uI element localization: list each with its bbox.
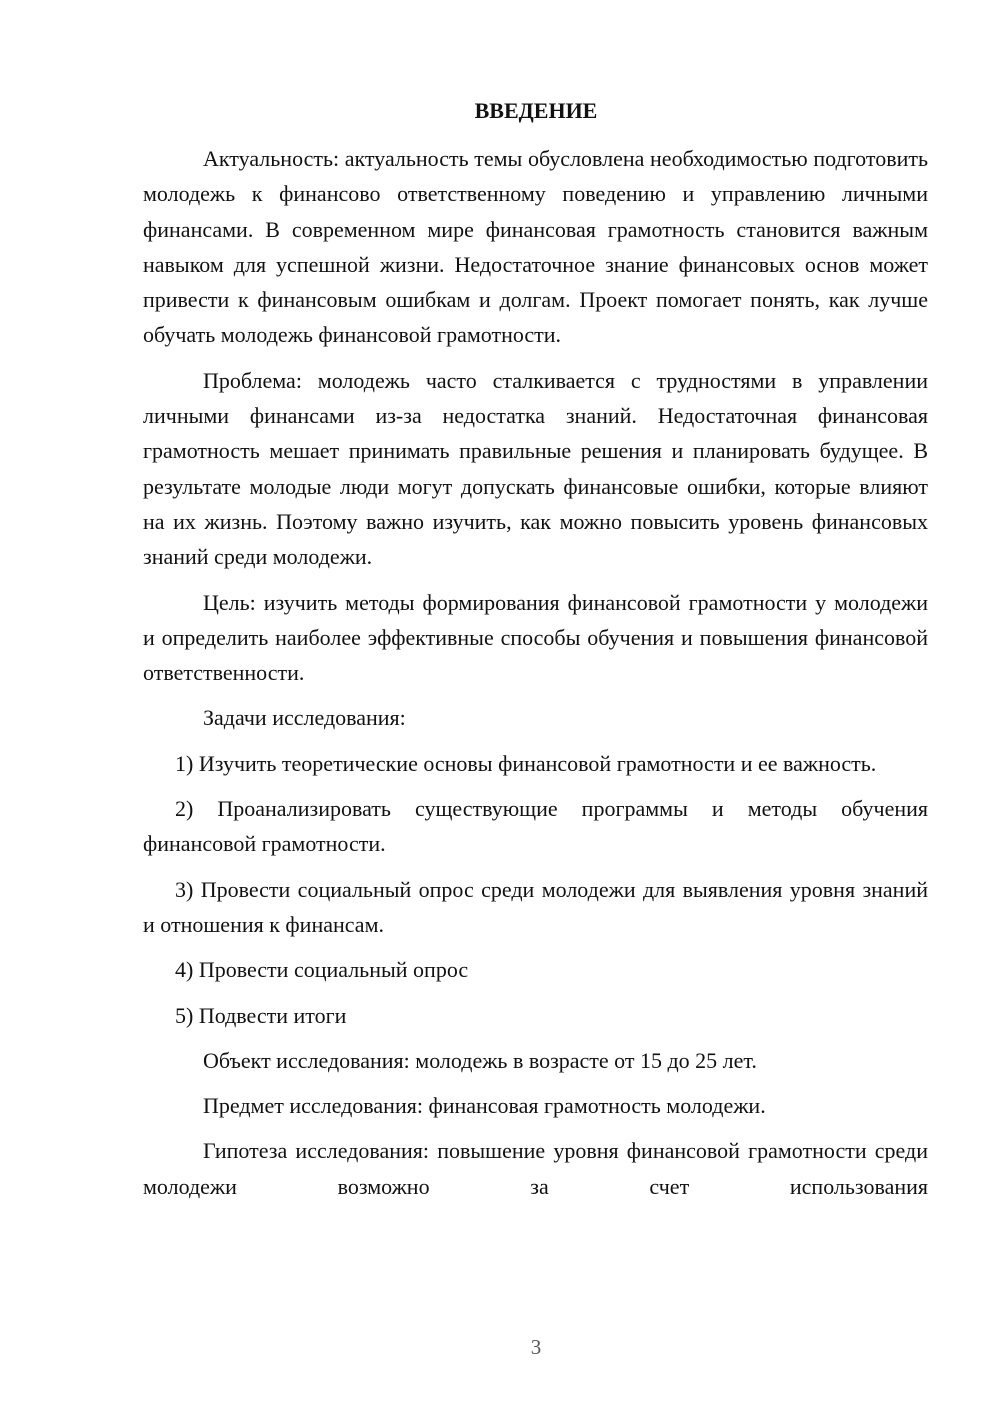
paragraph-hypothesis: Гипотеза исследования: повышение уровня финансовой грамотности среди молодежи возможно за счет использования	[143, 1138, 928, 1199]
document-body	[143, 141, 928, 1204]
task-item: 2) Проанализировать существующие программы и методы обучения финансовой грамотности.	[143, 796, 928, 857]
paragraph-subject: Предмет исследования: финансовая грамотность молодежи.	[203, 1093, 766, 1119]
paragraph-object: Объект исследования: молодежь в возрасте от 15 до 25 лет.	[203, 1047, 757, 1073]
paragraph-tasks-heading: Задачи исследования:	[203, 705, 406, 731]
paragraph-goal: Цель: изучить методы формирования финансовой грамотности у молодежи и определить наиболее эффективные способы обучения и повышения финансовой ответственности.	[143, 589, 928, 686]
paragraph-problem: Проблема: молодежь часто сталкивается с трудностями в управлении личными финансами из-за недостатка знаний. Недостаточная финансовая грамотность мешает принимать правильные решения и планировать будущее. В результате молодые люди могут допускать финансовые ошибки, которые влияют на их жизнь. Поэтому важно изучить, как можно повысить уровень финансовых знаний среди молодежи.	[143, 367, 928, 570]
task-item: 1) Изучить теоретические основы финансовой грамотности и ее важность.	[175, 750, 877, 776]
task-item: 4) Провести социальный опрос	[175, 957, 469, 983]
section-title: ВВЕДЕНИЕ	[474, 98, 598, 123]
task-item: 5) Подвести итоги	[175, 1002, 347, 1028]
paragraph-relevance: Актуальность: актуальность темы обусловлена необходимостью подготовить молодежь к финансово ответственному поведению и управлению личными финансами. В современном мире финансовая грамотность становится важным навыком для успешной жизни. Недостаточное знание финансовых основ может привести к финансовым ошибкам и долгам. Проект помогает понять, как лучше обучать молодежь финансовой грамотности.	[143, 146, 928, 348]
page-number: 3	[530, 1335, 542, 1359]
task-item: 3) Провести социальный опрос среди молодежи для выявления уровня знаний и отношения к финансам.	[143, 876, 928, 937]
